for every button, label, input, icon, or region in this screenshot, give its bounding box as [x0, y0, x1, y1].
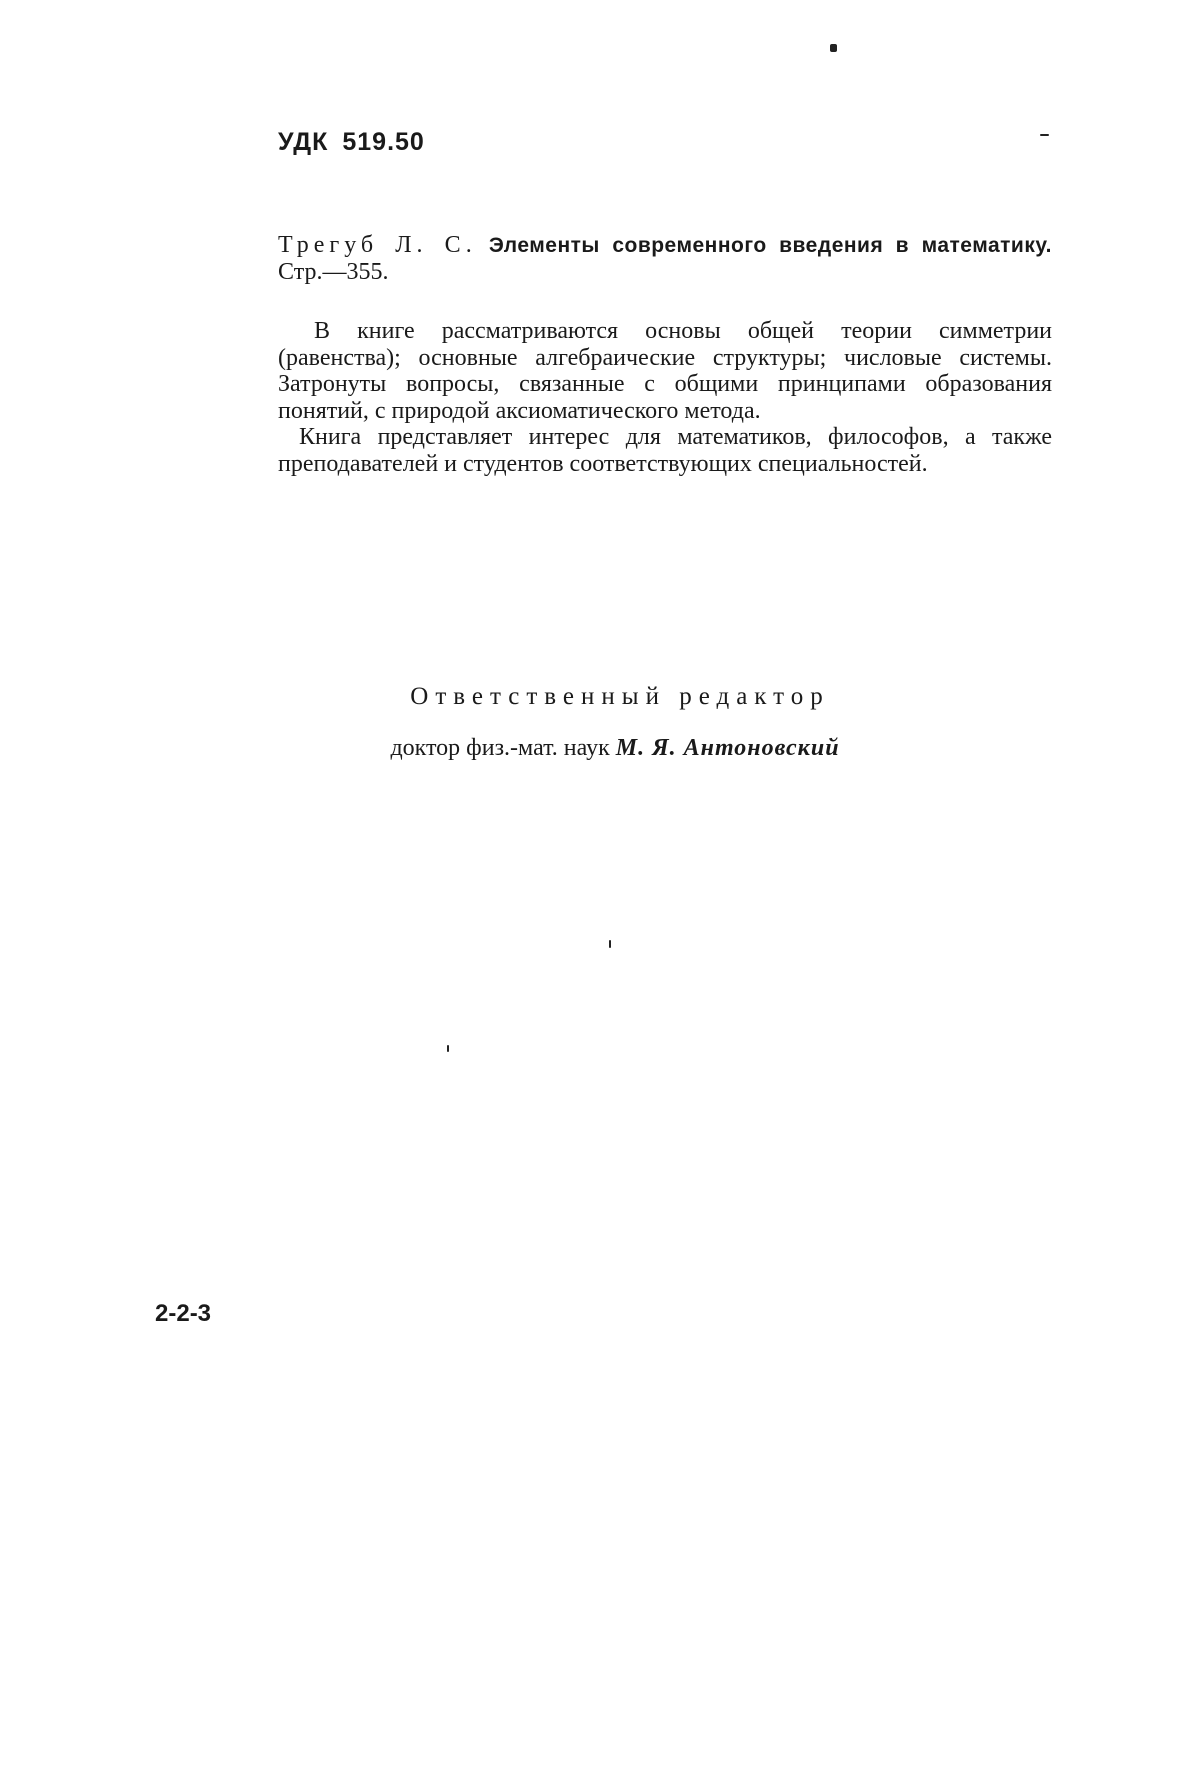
- edition-code: 2-2-3: [155, 1300, 212, 1327]
- udk-code: 519.50: [342, 128, 425, 156]
- abstract: [278, 318, 1052, 477]
- print-speck: [830, 44, 837, 52]
- author-name: Трегуб Л. С.: [278, 232, 477, 258]
- udk-label: УДК: [278, 128, 329, 156]
- abstract-paragraph: Книга представляет интерес для математиков, философов, а также преподавателей и студентов соответствующих специальностей.: [278, 424, 1052, 477]
- udk-classification: [278, 128, 425, 157]
- editor-credit: [0, 735, 1200, 762]
- page-count: Стр.—355.: [278, 259, 389, 285]
- editor-name: М. Я. Антоновский: [615, 735, 840, 761]
- book-title: Элементы современного введения в математику.: [488, 234, 1053, 257]
- bibliographic-record: [278, 232, 1052, 286]
- editor-heading: Ответственный редактор: [410, 683, 830, 710]
- print-speck: [609, 940, 611, 948]
- print-speck: [447, 1045, 449, 1052]
- abstract-paragraph: В книге рассматриваются основы общей теории симметрии (равенства); основные алгебраические структуры; числовые системы. Затронуты вопросы, связанные с общими принципами образования понятий, с природой аксиоматического метода.: [278, 318, 1052, 424]
- editor-degree: доктор физ.-мат. наук: [390, 735, 610, 761]
- print-speck: [1040, 134, 1049, 136]
